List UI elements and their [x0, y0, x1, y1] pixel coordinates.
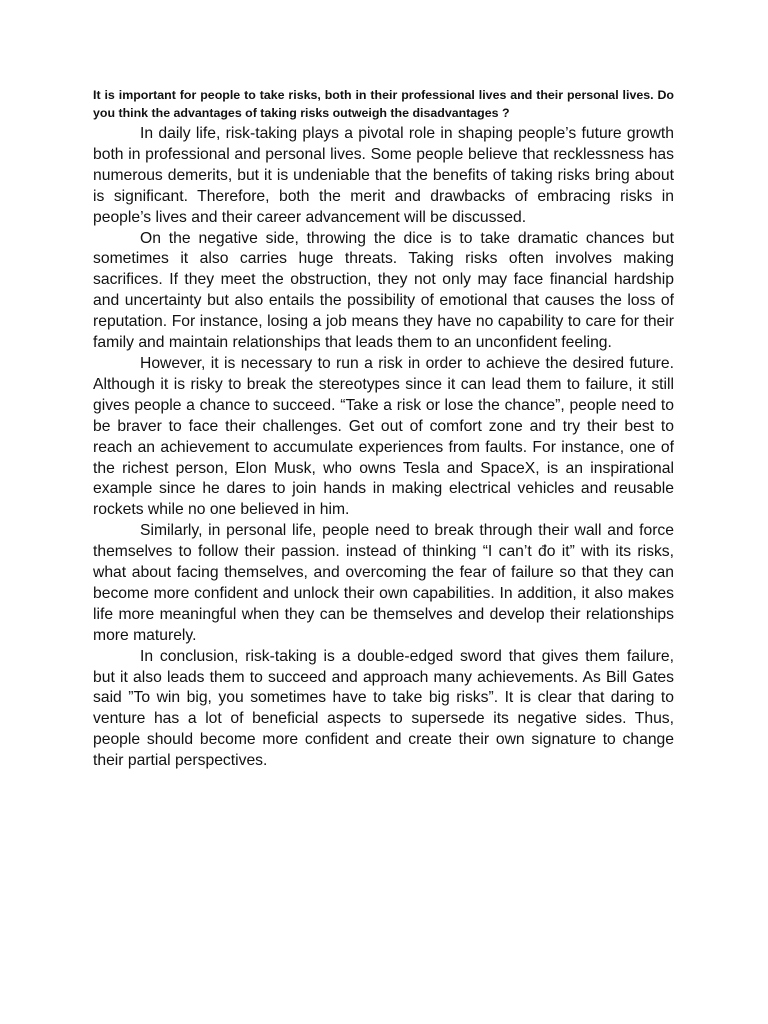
- paragraph-negative-side: On the negative side, throwing the dice is to take dramatic chances but sometimes it also carries huge threats. Taking risks often involves making sacrifices. If they meet the obstruction, they not only may face financial hardship and uncertainty but also entails the possibility of emotional that causes the loss of reputation. For instance, losing a job means they have no capability to care for their family and maintain relationships that leads them to an unconfident feeling.: [93, 229, 674, 352]
- essay-body: [93, 86, 674, 772]
- paragraph-positive-side: However, it is necessary to run a risk in order to achieve the desired future. Although it is risky to break the stereotypes since it can lead them to failure, it still gives people a chance to succeed. “Take a risk or lose the chance”, people need to be braver to face their challenges. Get out of comfort zone and try their best to reach an achievement to accumulate experiences from faults. For instance, one of the richest person, Elon Musk, who owns Tesla and SpaceX, is an inspirational example since he dares to join hands in making electrical vehicles and reusable rockets while no one believed in him.: [93, 354, 674, 519]
- paragraph-introduction: In daily life, risk-taking plays a pivotal role in shaping people’s future growth both in professional and personal lives. Some people believe that recklessness has numerous demerits, but it is undeniable that the benefits of taking risks bring about is significant. Therefore, both the merit and drawbacks of embracing risks in people’s lives and their career advancement will be discussed.: [93, 125, 674, 226]
- paragraph-conclusion: In conclusion, risk-taking is a double-edged sword that gives them failure, but it also leads them to succeed and approach many achievements. As Bill Gates said ”To win big, you sometimes have to take big risks”. It is clear that daring to venture has a lot of beneficial aspects to supersede its negative sides. Thus, people should become more confident and create their own signature to change their partial perspectives.: [93, 647, 674, 770]
- paragraph-personal-life: Similarly, in personal life, people need to break through their wall and force themselves to follow their passion. instead of thinking “I can’t đo it” with its risks, what about facing themselves, and overcoming the fear of failure so that they can become more confident and unlock their own capabilities. In addition, it also makes life more meaningful when they can be themselves and develop their relationships more maturely.: [93, 522, 674, 644]
- essay-prompt: It is important for people to take risks, both in their professional lives and their personal lives. Do you think the advantages of taking risks outweigh the disadvantages ?: [93, 88, 674, 120]
